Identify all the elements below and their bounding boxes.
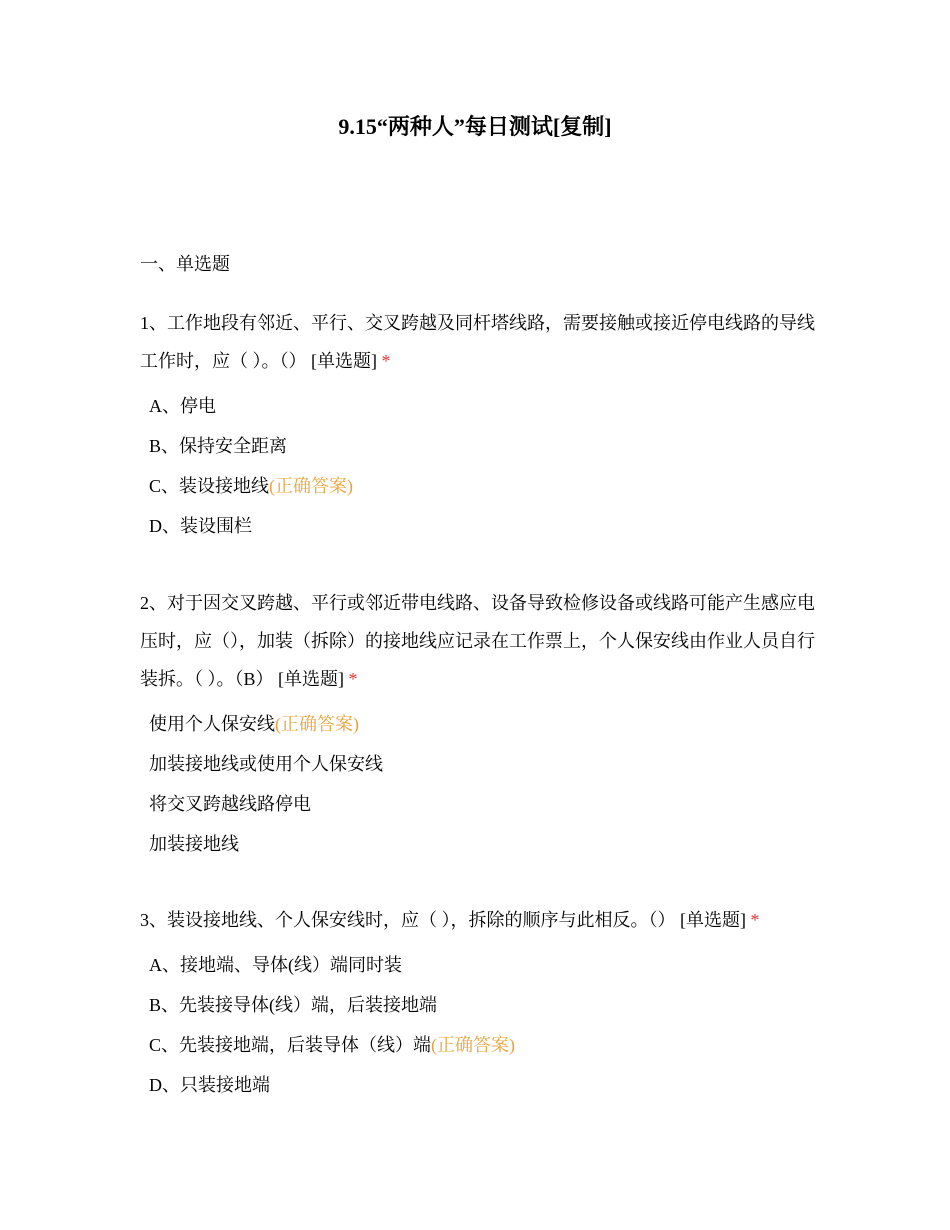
option [149, 1065, 820, 1105]
option [149, 426, 820, 466]
option [149, 945, 820, 985]
correct-answer-mark: (正确答案) [269, 476, 354, 496]
option [149, 466, 820, 506]
question-3-type-label: [单选题] [680, 910, 746, 930]
question-3-stem [140, 901, 820, 939]
question-1-type-label: [单选题] [311, 351, 377, 371]
option-text: B、保持安全距离 [149, 436, 288, 456]
option-text: 将交叉跨越线路停电 [149, 794, 311, 814]
option [149, 1025, 820, 1065]
option-text: A、接地端、导体(线）端同时装 [149, 955, 402, 975]
question-1-text: 1、工作地段有邻近、平行、交叉跨越及同杆塔线路，需要接触或接近停电线路的导线工作时，应（ ）。（） [140, 313, 815, 371]
option [149, 386, 820, 426]
option-text: A、停电 [149, 396, 216, 416]
question-1-options [140, 386, 820, 546]
required-star: * [750, 910, 760, 930]
option [149, 985, 820, 1025]
option-text: D、只装接地端 [149, 1075, 270, 1095]
option-text: D、装设围栏 [149, 516, 252, 536]
option [149, 506, 820, 546]
option-text: C、先装接地端，后装导体（线）端 [149, 1035, 432, 1055]
option [149, 784, 820, 824]
correct-answer-mark: (正确答案) [275, 714, 359, 734]
option-text: C、装设接地线 [149, 476, 270, 496]
required-star: * [348, 669, 358, 689]
option [149, 824, 820, 864]
question-3 [140, 901, 820, 1105]
correct-answer-mark: (正确答案) [431, 1035, 516, 1055]
required-star: * [381, 351, 391, 371]
question-2-text: 2、对于因交叉跨越、平行或邻近带电线路、设备导致检修设备或线路可能产生感应电压时，应（），加装（拆除）的接地线应记录在工作票上，个人保安线由作业人员自行装拆。（ ）。（B） [140, 593, 815, 689]
question-3-text: 3、装设接地线、个人保安线时，应（ ），拆除的顺序与此相反。（） [140, 910, 676, 930]
question-1-stem [140, 304, 820, 380]
question-2 [140, 584, 820, 864]
option-text: 加装接地线或使用个人保安线 [149, 754, 383, 774]
question-1 [140, 304, 820, 546]
question-2-type-label: [单选题] [278, 669, 345, 689]
option-text: 使用个人保安线 [149, 714, 275, 734]
question-3-options [140, 945, 820, 1105]
option-text: B、先装接导体(线）端，后装接地端 [149, 995, 437, 1015]
page-title: 9.15“两种人”每日测试[复制] [338, 114, 612, 139]
section-heading: 一、单选题 [140, 254, 230, 274]
option [149, 704, 820, 744]
question-2-stem [140, 584, 820, 698]
question-2-options [140, 704, 820, 864]
option-text: 加装接地线 [149, 834, 239, 854]
option [149, 744, 820, 784]
